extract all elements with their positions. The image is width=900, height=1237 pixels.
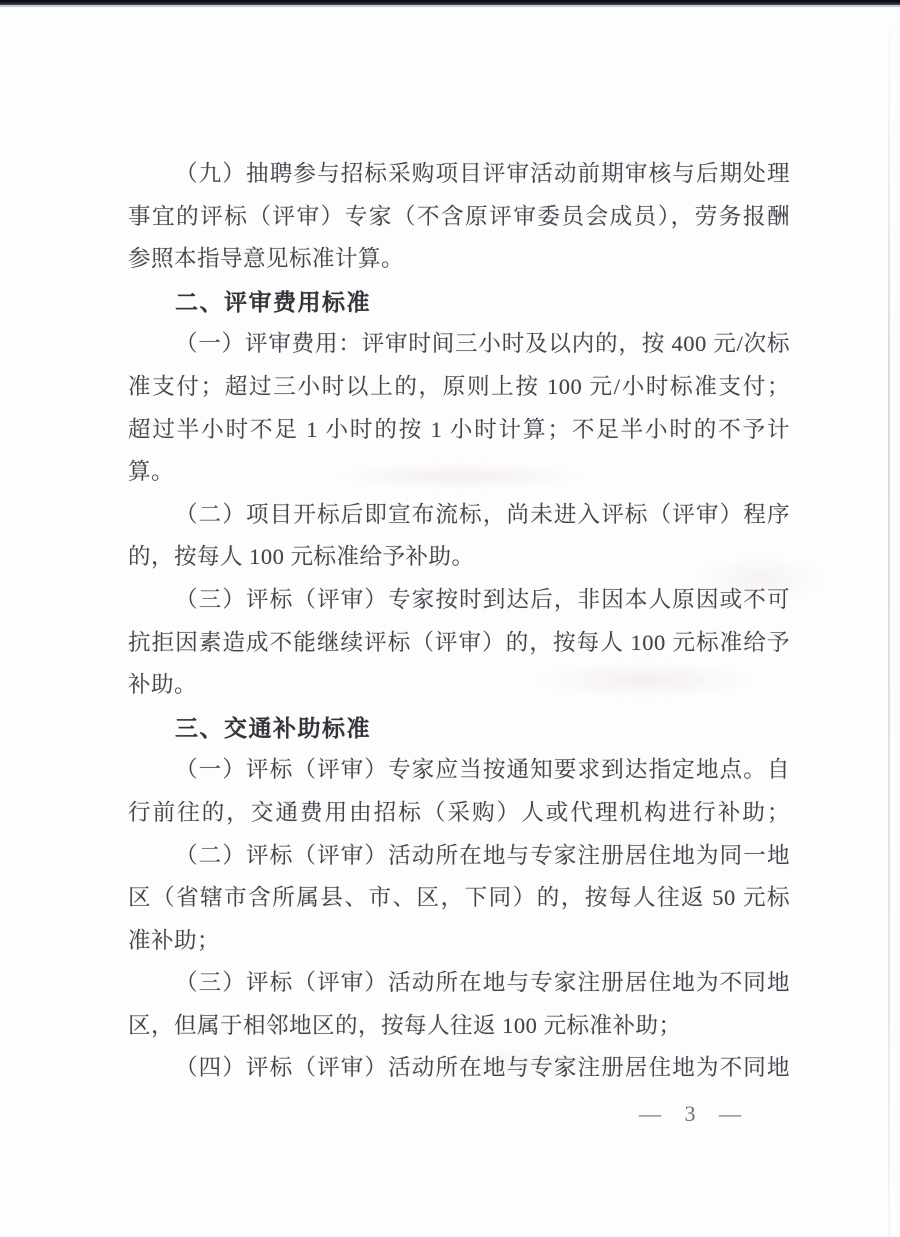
text-line: 抗拒因素造成不能继续评标（评审）的，按每人 100 元标准给予 [128,629,790,655]
text-line: 参照本指导意见标准计算。 [128,246,405,272]
text-line: （二）评标（评审）活动所在地与专家注册居住地为同一地 [175,842,790,868]
text-line: （三）评标（评审）专家按时到达后，非因本人原因或不可 [175,586,790,612]
text-line: 事宜的评标（评审）专家（不含原评审委员会成员），劳务报酬 [128,203,790,229]
text-line: 准补助； [128,927,221,953]
text-line: 区，但属于相邻地区的，按每人往返 100 元标准补助； [128,1012,682,1038]
scan-edge-right [888,8,890,1237]
text-line: （一）评审费用：评审时间三小时及以内的，按 400 元/次标 [175,331,790,357]
text-line: （九）抽聘参与招标采购项目评审活动前期审核与后期处理 [175,161,790,186]
text-line: 行前往的，交通费用由招标（采购）人或代理机构进行补助； [128,799,790,825]
text-line: 超过半小时不足 1 小时的按 1 小时计算；不足半小时的不予计 [128,416,790,442]
section-heading: 二、评审费用标准 [175,288,371,315]
text-line: 的，按每人 100 元标准给予补助。 [128,544,475,570]
text-line: （一）评标（评审）专家应当按通知要求到达指定地点。自 [175,757,790,783]
text-line: （三）评标（评审）活动所在地与专家注册居住地为不同地 [175,970,790,996]
text-line: 准支付；超过三小时以上的，原则上按 100 元/小时标准支付； [128,373,790,399]
text-line: 补助。 [128,672,198,698]
page-number: — 3 — [639,1101,750,1126]
text-line: 区（省辖市含所属县、市、区，下同）的，按每人往返 50 元标 [128,885,790,911]
text-line: （四）评标（评审）活动所在地与专家注册居住地为不同地 [175,1055,790,1081]
section-heading: 三、交通补助标准 [175,714,371,741]
scan-edge-top [0,0,900,5]
text-line: 算。 [128,459,175,485]
document-body [128,153,790,1090]
text-line: （二）项目开标后即宣布流标，尚未进入评标（评审）程序 [175,501,790,527]
